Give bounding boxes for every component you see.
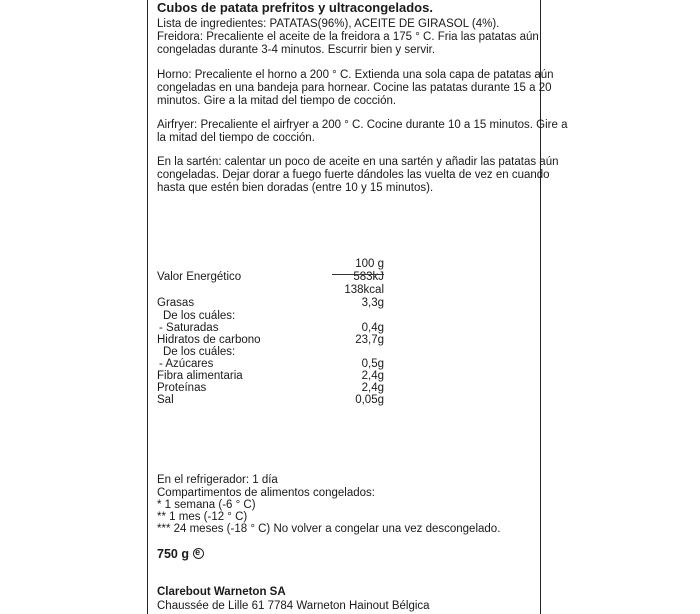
nutrition-value-fiber: 2,4g: [361, 370, 384, 382]
storage-line-2: Compartimentos de alimentos congelados:: [157, 487, 375, 499]
nutrition-label-of-which-2: De los cuáles:: [163, 346, 236, 358]
nutrition-value-sugars: 0,5g: [361, 358, 384, 370]
nutrition-label-of-which-1: De los cuáles:: [163, 310, 236, 322]
net-weight-value: 750 g: [157, 547, 189, 561]
nutrition-label-fat: Grasas: [157, 297, 195, 309]
storage-line-3: * 1 semana (-6 ° C): [157, 499, 256, 511]
net-weight: [157, 548, 204, 562]
nutrition-value-saturated: 0,4g: [361, 322, 384, 334]
company-address: Chaussée de Lille 61 7784 Warneton Hainout Bélgica: [157, 600, 430, 612]
sarten-line-3: hasta que estén bien doradas (entre 10 y 15 minutos).: [157, 182, 434, 194]
nutrition-value-protein: 2,4g: [361, 382, 384, 394]
nutrition-label-carbs: Hidratos de carbono: [157, 334, 261, 346]
nutrition-value-salt: 0,05g: [355, 394, 384, 406]
sarten-line-1: En la sartén: calentar un poco de aceite en una sartén y añadir las patatas aún: [157, 156, 559, 168]
storage-line-4: ** 1 mes (-12 ° C): [157, 511, 248, 523]
storage-line-1: En el refrigerador: 1 día: [157, 474, 278, 486]
freidora-line-1: Freidora: Precaliente el aceite de la freidora a 175 ° C. Fria las patatas aún: [157, 31, 539, 43]
airfryer-line-1: Airfryer: Precaliente el airfryer a 200 ° C. Cocine durante 10 a 15 minutos. Gire a: [157, 119, 568, 131]
product-title: Cubos de patata prefritos y ultracongelados.: [157, 0, 433, 15]
nutrition-label-energy: Valor Energético: [157, 271, 242, 283]
storage-line-5: *** 24 meses (-18 ° C) No volver a congelar una vez descongelado.: [157, 523, 501, 535]
nutrition-values-column: [330, 0, 384, 614]
estimated-e-mark-icon: [193, 548, 204, 559]
nutrition-label-saturated: - Saturadas: [159, 322, 219, 334]
airfryer-line-2: la mitad del tiempo de cocción.: [157, 132, 315, 144]
horno-line-3: minutos. Gire a la mitad del tiempo de cocción.: [157, 95, 397, 107]
nutrition-header-divider: [332, 274, 384, 275]
nutrition-value-fat: 3,3g: [361, 297, 384, 309]
company-name: Clarebout Warneton SA: [157, 586, 286, 598]
nutrition-label-protein: Proteínas: [157, 382, 207, 394]
horno-line-1: Horno: Precaliente el horno a 200 ° C. Extienda una sola capa de patatas aún: [157, 69, 554, 81]
nutrition-label-fiber: Fibra alimentaria: [157, 370, 243, 382]
nutrition-per-header: 100 g: [355, 258, 384, 270]
nutrition-value-kcal: 138kcal: [344, 284, 384, 296]
freidora-line-2: congeladas durante 3-4 minutos. Escurrir bien y servir.: [157, 44, 436, 56]
horno-line-2: congeladas en una bandeja para hornear. Cocine las patatas durante 15 a 20: [157, 82, 552, 94]
nutrition-value-carbs: 23,7g: [355, 334, 384, 346]
nutrition-label-sugars: - Azúcares: [159, 358, 214, 370]
sarten-line-2: congeladas. Dejar dorar a fuego fuerte dándoles las vuelta de vez en cuando: [157, 169, 550, 181]
nutrition-value-kj: 583kJ: [353, 271, 384, 283]
nutrition-label-salt: Sal: [157, 394, 174, 406]
ingredients-list: Lista de ingredientes: PATATAS(96%), ACEITE DE GIRASOL (4%).: [157, 18, 500, 30]
